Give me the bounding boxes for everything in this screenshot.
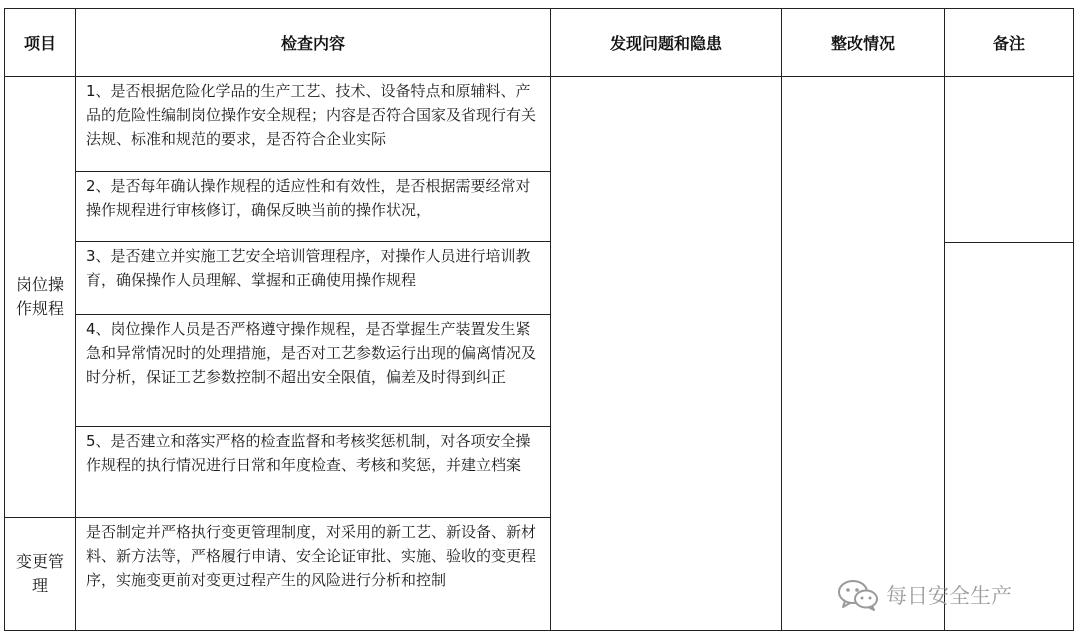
check-item-2: 2、是否每年确认操作规程的适应性和有效性，是否根据需要经常对操作规程进行审核修订，确保反映当前的操作状况， — [75, 171, 551, 242]
category-label: 变更管理 — [16, 552, 65, 595]
header-rectification: 整改情况 — [781, 8, 945, 77]
watermark — [836, 578, 1012, 612]
header-item: 项目 — [4, 8, 76, 77]
wechat-logo-icon — [836, 578, 880, 612]
category-change-management — [4, 517, 76, 631]
category-operating-procedures — [4, 76, 76, 518]
remarks-cell-1 — [944, 76, 1074, 243]
remarks-cell-2 — [944, 242, 1074, 631]
header-remarks: 备注 — [944, 8, 1074, 77]
header-content: 检查内容 — [75, 8, 551, 77]
check-item-change: 是否制定并严格执行变更管理制度，对采用的新工艺、新设备、新材料、新方法等，严格履行申请、安全论证审批、实施、验收的变更程序，实施变更前对变更过程产生的风险进行分析和控制 — [75, 517, 551, 631]
watermark-text: 每日安全生产 — [886, 584, 1012, 608]
header-issues: 发现问题和隐患 — [550, 8, 782, 77]
category-label: 岗位操作规程 — [15, 275, 64, 318]
check-item-3: 3、是否建立并实施工艺安全培训管理程序，对操作人员进行培训教育，确保操作人员理解、掌握和正确使用操作规程 — [75, 241, 551, 315]
check-item-4: 4、岗位操作人员是否严格遵守操作规程，是否掌握生产装置发生紧急和异常情况时的处理措施，是否对工艺参数运行出现的偏离情况及时分析，保证工艺参数控制不超出安全限值，偏差及时得到纠正 — [75, 314, 551, 427]
check-item-5: 5、是否建立和落实严格的检查监督和考核奖惩机制，对各项安全操作规程的执行情况进行日常和年度检查、考核和奖惩，并建立档案 — [75, 426, 551, 518]
issues-cell — [550, 76, 782, 631]
rectification-cell — [781, 76, 945, 631]
check-item-1: 1、是否根据危险化学品的生产工艺、技术、设备特点和原辅料、产品的危险性编制岗位操作安全规程；内容是否符合国家及省现行有关法规、标准和规范的要求，是否符合企业实际 — [75, 76, 551, 172]
